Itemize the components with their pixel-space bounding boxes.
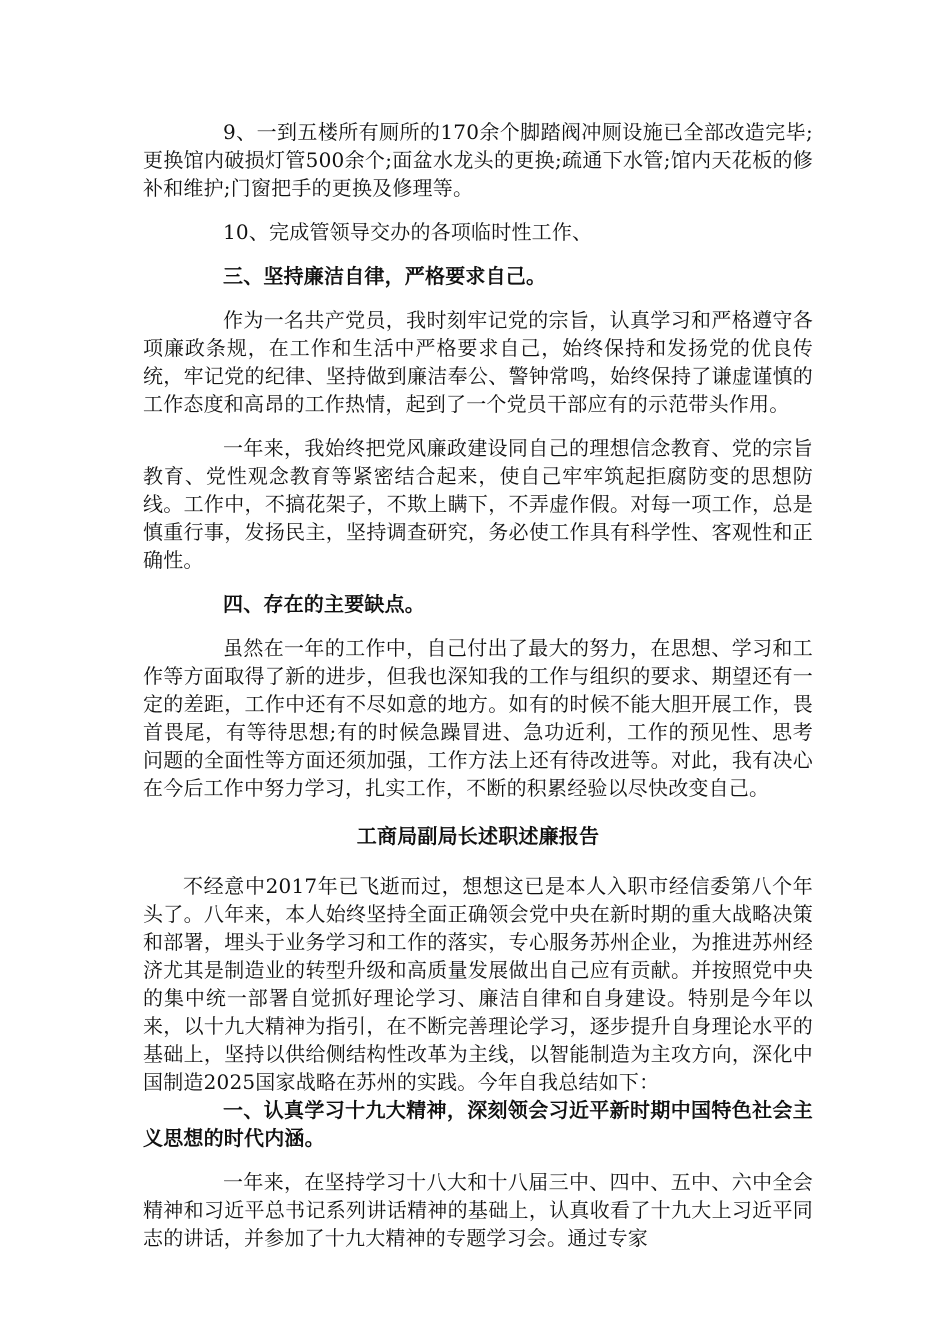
- heading-four: 四、存在的主要缺点。: [223, 592, 425, 616]
- report-heading-one: 一、认真学习十九大精神，深刻领会习近平新时期中国特色社会主义思想的时代内涵。: [143, 1098, 813, 1150]
- shortcomings-paragraph: 虽然在一年的工作中，自己付出了最大的努力，在思想、学习和工作等方面取得了新的进步，但我也深知我的工作与组织的要求、期望还有一定的差距，工作中还有不尽如意的地方。如有的时候不能大胆开展工作，畏首畏尾，有等待思想;有的时候急躁冒进、急功近利，工作的预见性、思考问题的全面性等方面还须加强，工作方法上还有待改进等。对此，我有决心在今后工作中努力学习，扎实工作，不断的积累经验以尽快改变自己。: [143, 636, 813, 800]
- document-page: [143, 118, 813, 1252]
- item-10-paragraph: 10、完成管领导交办的各项临时性工作、: [223, 220, 593, 244]
- report-intro-paragraph: 不经意中2017年已飞逝而过，想想这已是本人入职市经信委第八个年头了。八年来，本人始终坚持全面正确领会党中央在新时期的重大战略决策和部署，埋头于业务学习和工作的落实，专心服务苏州企业，为推进苏州经济尤其是制造业的转型升级和高质量发展做出自己应有贡献。并按照党中央的集中统一部署自觉抓好理论学习、廉洁自律和自身建设。特别是今年以来，以十九大精神为指引，在不断完善理论学习，逐步提升自身理论水平的基础上，坚持以供给侧结构性改革为主线，以智能制造为主攻方向，深化中国制造2025国家战略在苏州的实践。今年自我总结如下：: [143, 874, 813, 1094]
- report-title: 工商局副局长述职述廉报告: [356, 824, 600, 848]
- heading-three: 三、坚持廉洁自律，严格要求自己。: [223, 264, 547, 288]
- integrity-paragraph-1: 作为一名共产党员，我时刻牢记党的宗旨，认真学习和严格遵守各项廉政条规，在工作和生活中严格要求自己，始终保持和发扬党的优良传统，牢记党的纪律、坚持做到廉洁奉公、警钟常鸣，始终保持了谦虚谨慎的工作态度和高昂的工作热情，起到了一个党员干部应有的示范带头作用。: [143, 308, 813, 416]
- integrity-paragraph-2: 一年来，我始终把党风廉政建设同自己的理想信念教育、党的宗旨教育、党性观念教育等紧密结合起来，使自己牢牢筑起拒腐防变的思想防线。工作中，不搞花架子，不欺上瞒下，不弄虚作假。对每一项工作，总是慎重行事，发扬民主，坚持调查研究，务必使工作具有科学性、客观性和正确性。: [143, 436, 813, 572]
- report-study-paragraph: 一年来，在坚持学习十八大和十八届三中、四中、五中、六中全会精神和习近平总书记系列讲话精神的基础上，认真收看了十九大上习近平同志的讲话，并参加了十九大精神的专题学习会。通过专家: [143, 1170, 813, 1250]
- item-9-paragraph: 9、一到五楼所有厕所的170余个脚踏阀冲厕设施已全部改造完毕;更换馆内破损灯管500余个;面盆水龙头的更换;疏通下水管;馆内天花板的修补和维护;门窗把手的更换及修理等。: [143, 120, 813, 200]
